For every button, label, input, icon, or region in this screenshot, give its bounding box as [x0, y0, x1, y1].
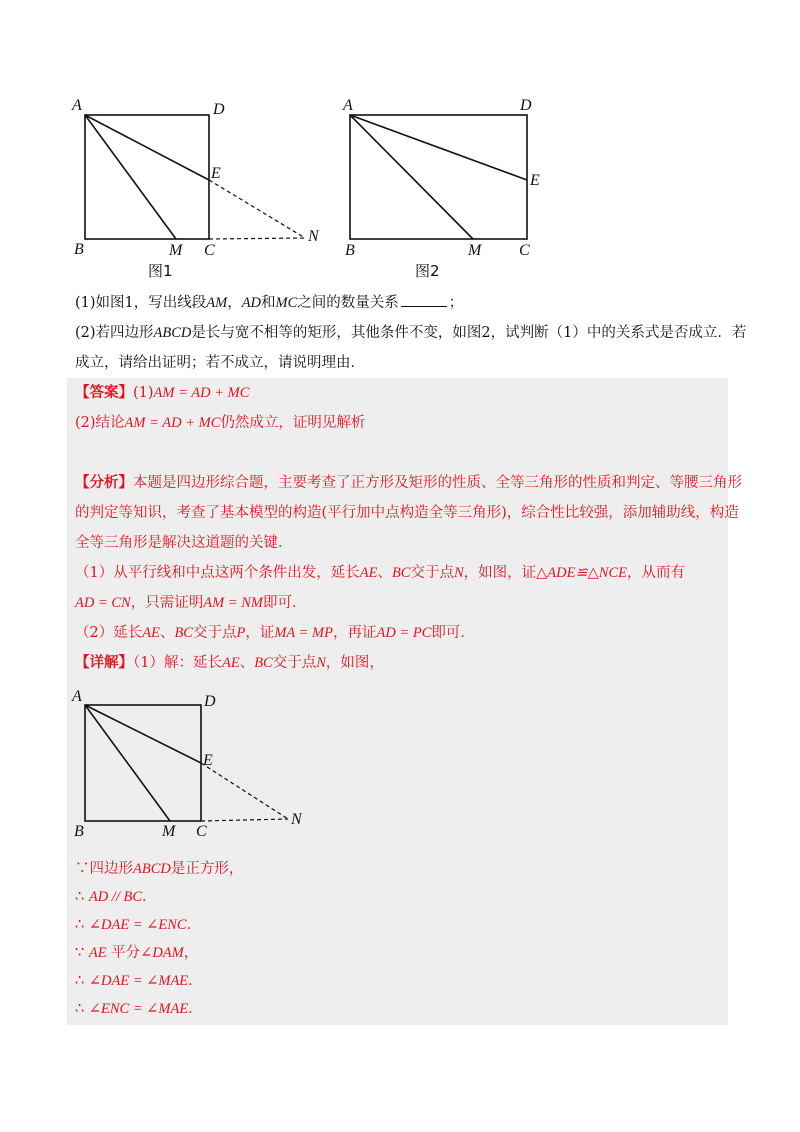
- proof-step-5: ∴ ∠DAE = ∠MAE．: [75, 973, 203, 989]
- detail-intro: 【详解】（1）解：延长AE、BC交于点N，如图，: [75, 654, 384, 671]
- figure-2: [335, 95, 555, 285]
- point-label-m: M: [468, 242, 482, 259]
- point-label-d: D: [204, 693, 216, 710]
- detail-tag: 【详解】: [75, 654, 133, 671]
- question-2-line-2: 成立，请给出证明；若不成立，请说明理由．: [75, 355, 365, 371]
- analysis-line-3: 全等三角形是解决这道题的关键．: [75, 535, 293, 551]
- point-label-e: E: [211, 165, 221, 182]
- point-label-e: E: [530, 172, 540, 189]
- segment-ae: [350, 115, 527, 180]
- segment-ae: [85, 705, 201, 763]
- point-label-d: D: [213, 101, 225, 118]
- proof-step-3: ∴ ∠DAE = ∠ENC．: [75, 917, 202, 933]
- analysis-line-1: 【分析】本题是四边形综合题，主要考查了正方形及矩形的性质、全等三角形的性质和判定、等腰三角形: [75, 474, 742, 491]
- point-label-e: E: [203, 752, 213, 769]
- point-label-c: C: [204, 242, 215, 259]
- analysis-point-2: （2）延长AE、BC交于点P，证MA = MP，再证AD = PC即可．: [75, 625, 475, 641]
- point-label-d: D: [520, 97, 532, 114]
- answer-line-1: 【答案】(1)AM = AD + MC: [75, 384, 250, 401]
- question-2-line-1: (2)若四边形ABCD是长与宽不相等的矩形，其他条件不变，如图2，试判断（1）中的关系式是否成立．若: [75, 325, 747, 341]
- square-abcd: [85, 705, 201, 821]
- answer-blank[interactable]: [401, 292, 447, 307]
- point-label-a: A: [72, 688, 82, 705]
- answer-line-2: (2)结论AM = AD + MC仍然成立，证明见解析: [75, 415, 366, 431]
- proof-step-6: ∴ ∠ENC = ∠MAE．: [75, 1001, 203, 1017]
- rectangle-abcd: [350, 115, 527, 239]
- point-label-n: N: [291, 811, 302, 828]
- segment-am: [350, 115, 473, 239]
- question-1: (1)如图1，写出线段AM，AD和MC之间的数量关系 ；: [75, 292, 463, 314]
- point-label-c: C: [519, 242, 530, 259]
- dashed-en: [201, 763, 288, 819]
- dashed-cn: [209, 238, 305, 239]
- dashed-en: [209, 180, 305, 238]
- point-label-m: M: [169, 242, 183, 259]
- analysis-point-1: （1）从平行线和中点这两个条件出发，延长AE、BC交于点N，如图，证△ADE≌△NCE，从而有: [75, 565, 685, 581]
- point-label-a: A: [72, 97, 82, 114]
- proof-step-2: ∴ AD // BC．: [75, 889, 157, 905]
- point-label-b: B: [345, 242, 355, 259]
- segment-am: [85, 705, 170, 821]
- point-label-a: A: [343, 97, 353, 114]
- point-label-m: M: [162, 823, 176, 840]
- point-label-b: B: [74, 823, 84, 840]
- segment-ae: [85, 115, 209, 180]
- dashed-cn: [201, 819, 288, 821]
- proof-step-1: ∵四边形ABCD是正方形，: [75, 861, 244, 877]
- proof-step-4: ∵ AE 平分∠DAM，: [75, 945, 199, 961]
- figure-1: [70, 95, 330, 285]
- point-label-c: C: [196, 823, 207, 840]
- analysis-line-2: 的判定等知识，考查了基本模型的构造(平行加中点构造全等三角形)，综合性比较强，添加辅助线，构造: [75, 505, 739, 521]
- point-label-b: B: [74, 241, 84, 258]
- figure-caption-2: 图2: [415, 262, 440, 280]
- point-label-n: N: [308, 228, 319, 245]
- figure-caption-1: 图1: [148, 262, 173, 280]
- analysis-tag: 【分析】: [75, 474, 133, 491]
- segment-am: [85, 115, 176, 239]
- answer-tag: 【答案】: [75, 384, 133, 401]
- square-abcd: [85, 115, 209, 239]
- figure-3: [70, 685, 320, 845]
- analysis-point-1-cont: AD = CN，只需证明AM = NM即可．: [75, 595, 307, 611]
